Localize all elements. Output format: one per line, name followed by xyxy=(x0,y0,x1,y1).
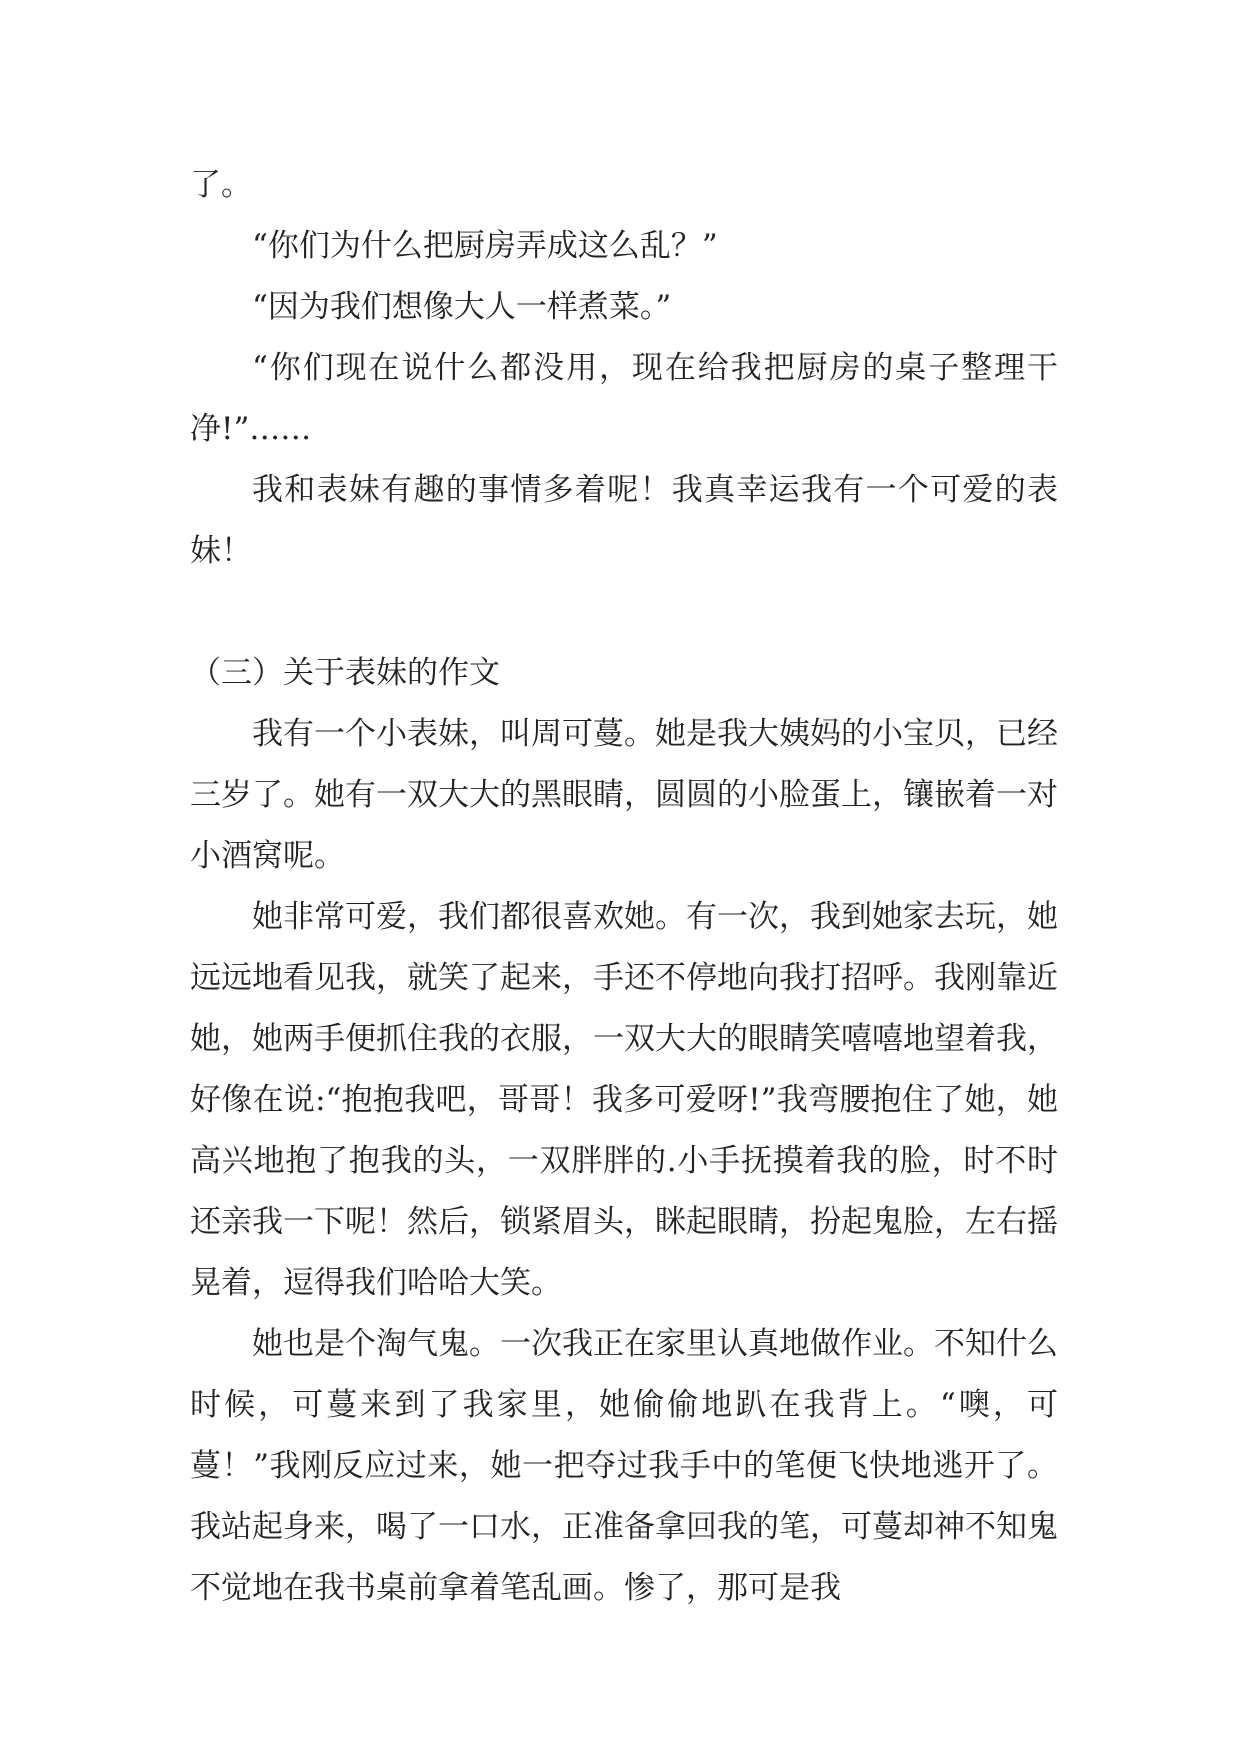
paragraph: “因为我们想像大人一样煮菜。” xyxy=(252,289,672,325)
paragraph: 她非常可爱，我们都很喜欢她。有一次，我到她家去玩，她远远地看见我，就笑了起来，手还不停地向我打招呼。我刚靠近她，她两手便抓住我的衣服，一双大大的眼睛笑嘻嘻地望着我，好像在说:“抱抱我吧，哥哥！我多可爱呀!”我弯腰抱住了她，她高兴地抱了抱我的头，一双胖胖的.小手抚摸着我的脸，时不时还亲我一下呢！然后，锁紧眉头，眯起眼睛，扮起鬼脸，左右摇晃着，逗得我们哈哈大笑。 xyxy=(190,899,1058,1301)
document-body xyxy=(190,155,1058,1619)
section-title: （三）关于表妹的作文 xyxy=(190,655,500,691)
paragraph: 她也是个淘气鬼。一次我正在家里认真地做作业。不知什么时候，可蔓来到了我家里，她偷偷地趴在我背上。“噢，可蔓！”我刚反应过来，她一把夺过我手中的笔便飞快地逃开了。我站起身来，喝了一口水，正准备拿回我的笔，可蔓却神不知鬼不觉地在我书桌前拿着笔乱画。惨了，那可是我 xyxy=(190,1326,1058,1606)
paragraph: 我和表妹有趣的事情多着呢！我真幸运我有一个可爱的表妹！ xyxy=(190,472,1058,569)
paragraph: 我有一个小表妹，叫周可蔓。她是我大姨妈的小宝贝，已经三岁了。她有一双大大的黑眼睛，圆圆的小脸蛋上，镶嵌着一对小酒窝呢。 xyxy=(190,716,1058,874)
paragraph: 了。 xyxy=(190,167,252,203)
paragraph: “你们现在说什么都没用，现在给我把厨房的桌子整理干净!”…… xyxy=(190,350,1058,447)
paragraph: “你们为什么把厨房弄成这么乱？” xyxy=(252,228,718,264)
